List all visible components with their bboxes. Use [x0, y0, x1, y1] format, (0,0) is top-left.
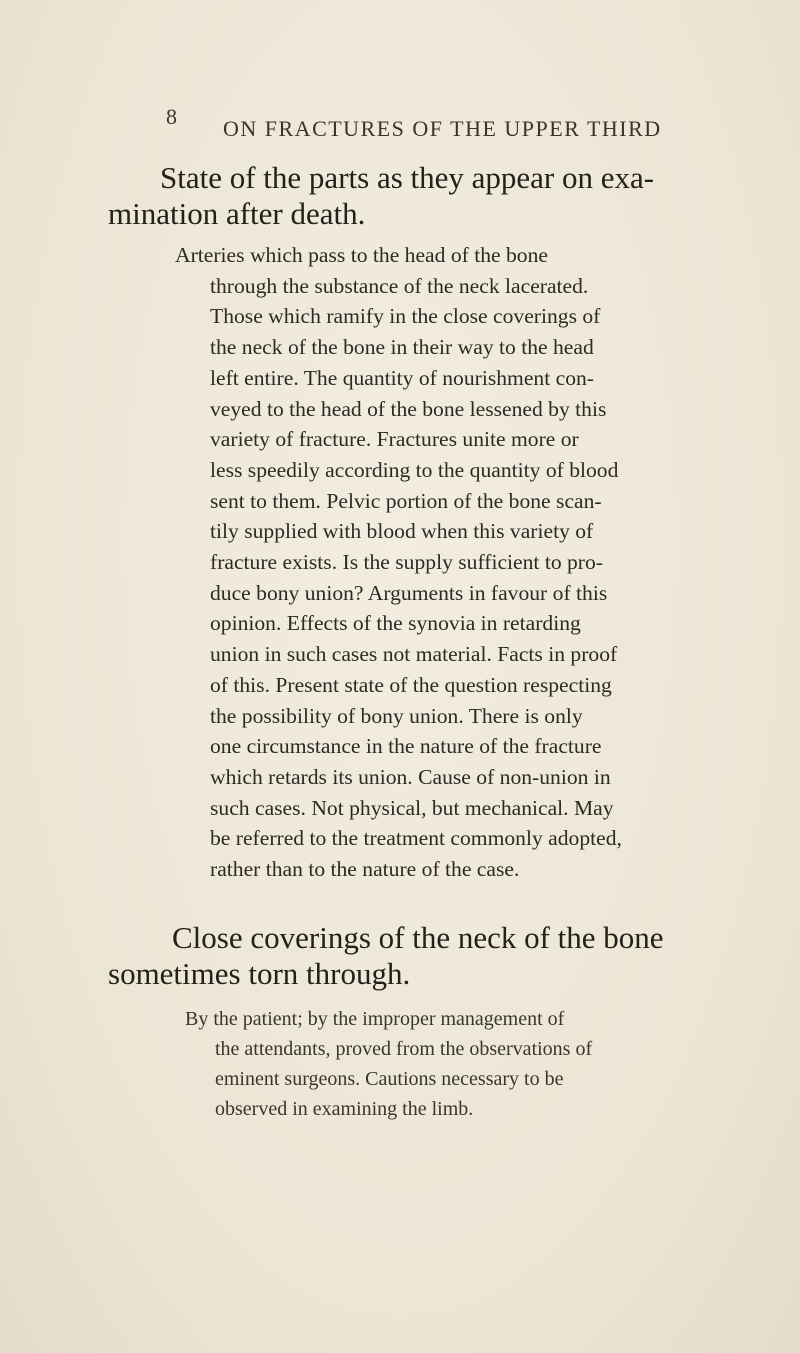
heading-line: State of the parts as they appear on exa- — [160, 160, 655, 195]
text-line: veyed to the head of the bone lessened by this — [210, 396, 607, 421]
text-line: left entire. The quantity of nourishment con- — [210, 365, 594, 390]
text-line: of this. Present state of the question respecting — [210, 672, 612, 697]
text-line: eminent surgeons. Cautions necessary to be — [215, 1068, 564, 1090]
text-line: fracture exists. Is the supply sufficient to pro- — [210, 550, 603, 575]
text-line: through the substance of the neck lacerated. — [210, 273, 589, 298]
heading-line: mination after death. — [108, 196, 366, 231]
text-line: such cases. Not physical, but mechanical. May — [210, 795, 614, 820]
text-line: observed in examining the limb. — [215, 1098, 474, 1120]
text-line: the possibility of bony union. There is only — [210, 703, 583, 728]
running-head-title: ON FRACTURES OF THE UPPER THIRD — [223, 116, 662, 141]
section-heading-state-of-parts — [108, 160, 740, 232]
section-body-close-coverings — [185, 1004, 745, 1124]
text-line: be referred to the treatment commonly adopted, — [210, 826, 622, 851]
text-line: duce bony union? Arguments in favour of this — [210, 580, 608, 605]
text-line: one circumstance in the nature of the fracture — [210, 734, 602, 759]
text-line: Those which ramify in the close coverings of — [210, 304, 601, 329]
text-line: the attendants, proved from the observations of — [215, 1038, 593, 1060]
heading-line: Close coverings of the neck of the bone — [172, 920, 664, 955]
text-line: less speedily according to the quantity of blood — [210, 457, 619, 482]
text-line: tily supplied with blood when this variety of — [210, 519, 594, 544]
heading-line: sometimes torn through. — [108, 956, 411, 991]
text-line: Arteries which pass to the head of the bone — [175, 243, 548, 267]
section-heading-close-coverings — [108, 920, 752, 992]
text-line: union in such cases not material. Facts in proof — [210, 642, 618, 667]
page-number: 8 — [166, 104, 177, 129]
text-line: opinion. Effects of the synovia in retarding — [210, 611, 581, 636]
text-line: the neck of the bone in their way to the head — [210, 335, 594, 360]
section-body-state-of-parts — [175, 240, 750, 885]
text-line: By the patient; by the improper management of — [185, 1008, 565, 1030]
text-line: rather than to the nature of the case. — [210, 857, 520, 882]
text-line: sent to them. Pelvic portion of the bone scan- — [210, 488, 602, 513]
text-line: variety of fracture. Fractures unite more or — [210, 427, 579, 452]
text-line: which retards its union. Cause of non-union in — [210, 764, 611, 789]
